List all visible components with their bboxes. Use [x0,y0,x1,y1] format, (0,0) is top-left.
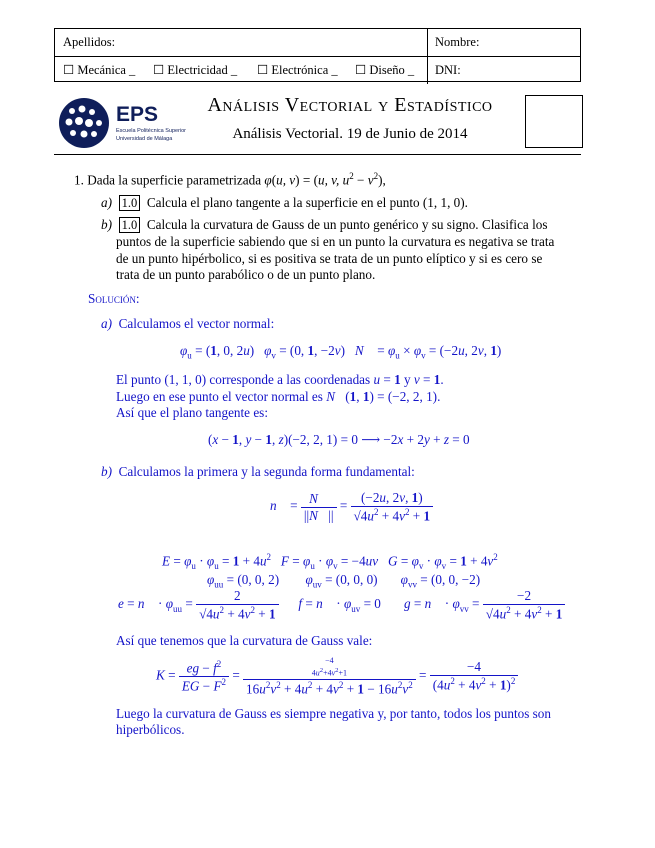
solution-b-intro-line [101,463,415,480]
solution-b-intro: Calculamos la primera y la segunda forma fundamental: [118,464,415,479]
unit-normal-equation: n⃗ = $\frac{N⃗}{||N⃗||}$ = $\frac{(-2u, 2v, 1)}{√4u^2 + 4v^2 + 1}$ [270,490,433,524]
solution-a-intro-line [101,315,274,332]
solution-a-line-1: El punto (1, 1, 0) corresponde a las coordenadas u = 1 y v = 1. [116,372,444,387]
header-rule [54,154,581,155]
part-b-points: 1.0 [119,217,141,233]
solution-a-line-3: Así que el plano tangente es: [116,405,268,420]
second-derivatives: $\varphi_{uu} = (0$, 0, 2) $\varphi_{uv} = (0$, 0, 0) $\varphi_{vv} = (0$, 0, −2) [207,572,481,590]
part-a-points: 1.0 [119,195,141,211]
first-fundamental-form: $E = \varphi_u \cdot \varphi_u = 1 + 4u^2$ $F = \varphi_u \cdot \varphi_v = -4uv$ $G = \varphi_v \cdot \varphi_v = 1 + 4v^2$ [162,552,498,572]
option-mecanica[interactable]: ☐ Mecánica _ [63,63,136,77]
solution-b-label: b) [101,464,112,479]
part-a-text: Calcula el plano tangente a la superficie en el punto (1, 1, 0). [146,195,468,210]
part-b-line-3: de un punto hipérbolico, si es positiva se trata de un punto elíptico y si es cero se [116,251,543,266]
solution-b-gauss-intro: Así que tenemos que la curvatura de Gauss vale: [116,633,373,648]
part-b-label: b) [101,217,112,232]
solution-a-intro: Calculamos el vector normal: [118,316,275,331]
header-row-1 [55,29,580,56]
solution-a-text-2: Luego en ese punto el vector normal es [116,389,323,404]
part-a-label: a) [101,195,112,210]
part-b-line-2: puntos de la superficie sabiendo que si en un punto la curvatura es negativa se trata [116,234,555,249]
header-row-2 [55,56,580,84]
score-box [525,95,583,148]
part-a-statement [101,194,468,211]
second-fundamental-form: e = n⃗ · $\varphi_{uu}$ = $\frac{2}{√4u^2 + 4v^2 + 1}$ f = n⃗ · $\varphi_{uv} = 0$ g = n⃗ · $\varphi_{vv}$ = $\frac{-2}{√4u^2 + 4v^2 + 1}$ [118,588,565,622]
solution-a-label: a) [101,316,112,331]
logo-acronym: EPS [116,103,159,126]
part-b-line-1 [101,216,547,233]
part-b-text-1: Calcula la curvatura de Gauss de un punto genérico y su signo. Clasifica los [146,217,548,232]
problem-number: 1. [74,172,84,188]
problem-prefix: Dada la superficie parametrizada [87,172,262,188]
solution-a-line-2: Luego en ese punto el vector normal es N⃗(1, 1) = (−2, 2, 1). [116,389,441,404]
logo-line-1: Escuela Politécnica Superior [116,128,187,134]
option-electricidad[interactable]: ☐ Electricidad _ [153,63,238,77]
part-b-line-4: trata de un punto parabólico o de un punto plano. [116,267,376,282]
option-electronica[interactable]: ☐ Electrónica _ [257,63,338,77]
solution-conclusion-line-2: hiperbólicos. [116,722,185,737]
exam-title: Análisis Vectorial y Estadístico [207,94,493,116]
solution-conclusion-line-1: Luego la curvatura de Gauss es siempre negativa y, por tanto, todos los puntos son [116,706,551,721]
nombre-label: Nombre: [435,35,480,49]
student-info-table [54,28,581,82]
eps-logo [58,97,187,149]
solution-heading: Solución: [88,291,140,306]
normal-vector-equation: $\varphi_u = (1$, 0, 2u) $\varphi_v = (0$, 1, −2v) N⃗ = $\varphi_u \times \varphi_v = (-2u$, 2v, 1) [180,343,502,361]
exam-subtitle: Análisis Vectorial. 19 de Junio de 2014 [232,126,468,142]
apellidos-label: Apellidos: [63,35,116,49]
logo-line-2: Universidad de Málaga [116,136,173,142]
gauss-curvature-equation: K = $\frac{eg - f^2}{EG - F^2}$ = −4 $4u^2+4v^2+1$ $16u^2v^2 + 4u^2 + 4v^2 + 1 - 16u^2v^2$ = $\frac{-4}{(4u^2 + 4v^2 + 1)^2}$ [156,656,518,697]
dni-label: DNI: [435,63,461,77]
tangent-plane-equation: (x − 1, y − 1, z)(−2, 2, 1) = 0 ⟶ −2x + 2y + z = 0 [208,432,470,447]
solution-a-text-1: El punto (1, 1, 0) corresponde a las coordenadas [116,372,371,387]
option-diseno[interactable]: ☐ Diseño _ [355,63,415,77]
problem-statement: 1. Dada la superficie parametrizada φ(u, v) = (u, v, $u^2 - v^2$), [74,171,386,188]
